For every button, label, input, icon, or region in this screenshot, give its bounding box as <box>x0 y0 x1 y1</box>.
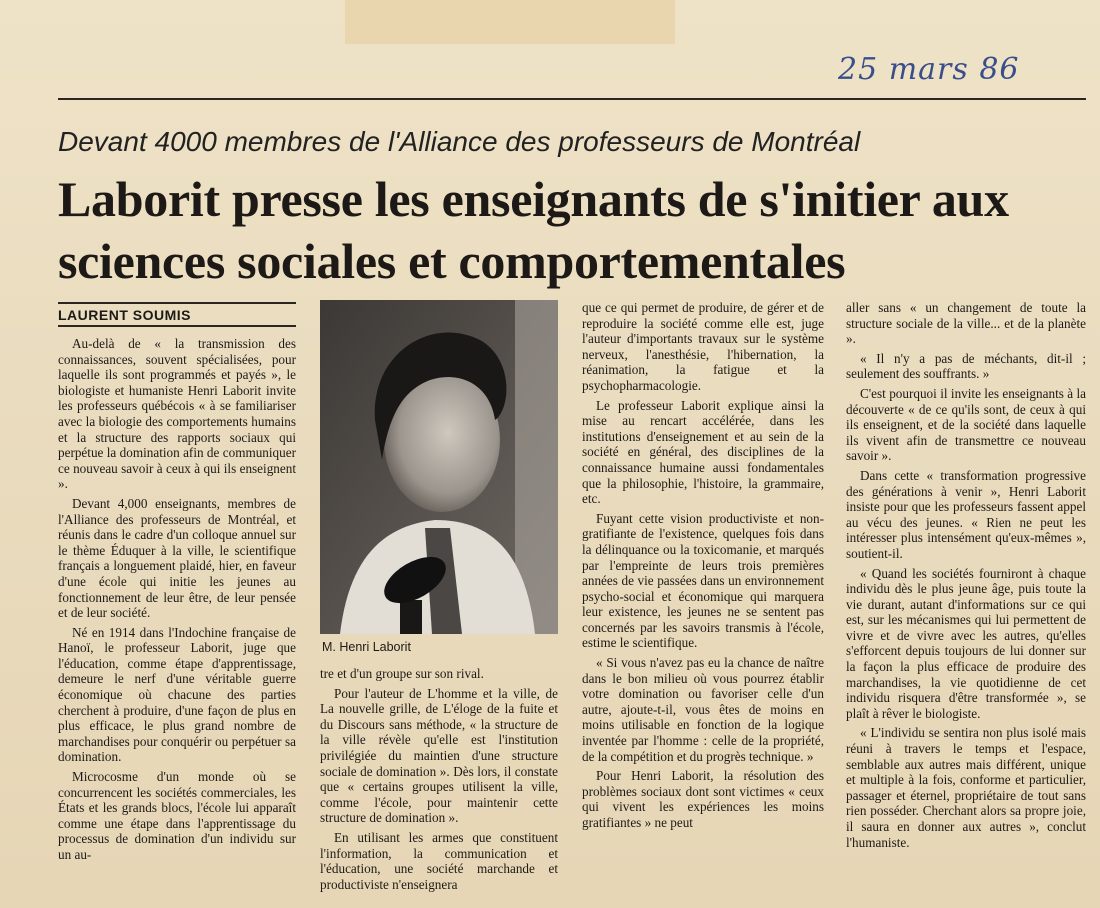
portrait-photo <box>320 300 558 634</box>
column-3 <box>582 300 824 904</box>
paragraph: « Quand les sociétés fourniront à chaque individu dès le plus jeune âge, puis toute la vie durant, autant d'informations sur ce qui est, sur les mécanismes qui lui permettent de vivre et de vivre avec les autres, qu'elles s'efforcent depuis toujours de lui donner sur la façon la plus efficace de produire des marchandises, la vie quotidienne de cet individu risquera d'être transformée », se plaît à rêver le biologiste. <box>846 565 1086 721</box>
byline: LAURENT SOUMIS <box>58 307 191 323</box>
paragraph: aller sans « un changement de toute la structure sociale de la ville... et de la planète ». <box>846 300 1086 347</box>
paragraph: C'est pourquoi il invite les enseignants à la découverte « de ce qu'ils sont, de ceux à qui ils enseignent, et de la société dans laquelle ils vivent afin de transmettre ce nouveau savoir ». <box>846 385 1086 464</box>
paragraph: Au-delà de « la transmission des connaissances, souvent spécialisées, pour laquelle ils sont programmés et payés », le biologiste et humaniste Henri Laborit invite les professeurs québécois « à se familiariser avec la biologie des comportements humains et la structure des rapports sociaux qui perpétue la domination afin de communiquer ce nouveau savoir à ceux à qui ils enseignent ». <box>58 336 296 492</box>
paragraph: Pour l'auteur de L'homme et la ville, de La nouvelle grille, de L'éloge de la fuite et du Discours sans méthode, « la structure de la ville révèle qu'elle est l'institution privilégiée du maintien d'une structure sociale de domination ». Dès lors, il constate que « certains groupes utilisent la ville, comme l'école, pour maintenir cette structure de domination ». <box>320 685 558 826</box>
photo-caption: M. Henri Laborit <box>322 640 411 654</box>
column-1 <box>58 336 296 904</box>
paragraph: « Si vous n'avez pas eu la chance de naître dans le bon milieu où vous pourrez établir votre domination ou favoriser celle d'un autre, ajoute-t-il, vous êtes de moins en moins utilisable en fonction de la logique inventée par l'homme : celle de la propriété, de la compétition et du progrès technique. » <box>582 655 824 764</box>
handwritten-date: 25 mars 86 <box>838 52 1020 87</box>
paragraph: Devant 4,000 enseignants, membres de l'Alliance des professeurs de Montréal, et réunis dans le cadre d'un colloque annuel sur le thème Éduquer à la ville, le scientifique français a longuement plaidé, hier, en faveur d'une école qui initie les jeunes au fonctionnement de leur être, de leur pensée et de leur société. <box>58 495 296 621</box>
paragraph: En utilisant les armes que constituent l'information, la communication et l'éducation, une société marchande et productiviste n'enseignera <box>320 829 558 892</box>
byline-rule-bottom <box>58 325 296 327</box>
paragraph: tre et d'un groupe sur son rival. <box>320 666 484 681</box>
byline-rule-top <box>58 302 296 304</box>
paragraph: que ce qui permet de produire, de gérer et de reproduire la société comme elle est, juge l'auteur d'importants travaux sur le système nerveux, l'anesthésie, l'hibernation, la réanimation, la fatigue et la psychopharmacologie. <box>582 300 824 393</box>
column-2 <box>320 666 558 904</box>
column-4 <box>846 300 1086 904</box>
paragraph: Le professeur Laborit explique ainsi la mise au rencart accélérée, dans les institutions d'enseignement et au sein de la société en général, des disciplines de la connaissance humaine aussi fondamentales que la philosophie, l'histoire, la grammaire, etc. <box>582 397 824 507</box>
paragraph: Dans cette « transformation progressive des générations à venir », Henri Laborit insiste pour que les professeurs fassent appel au vécu des jeunes. « Rien ne peut les intéresser plus intensément qu'eux-mêmes », soutient-il. <box>846 467 1086 561</box>
paragraph: « L'individu se sentira non plus isolé mais réuni à travers le temps et l'espace, semblable aux autres mais différent, unique et multiple à la fois, conforme et particulier, passager et éternel, propriétaire de tout sans rien posséder. Cherchant alors sa propre joie, il saura en donner aux autres », conclut l'humaniste. <box>846 725 1086 850</box>
kicker: Devant 4000 membres de l'Alliance des professeurs de Montréal <box>58 126 861 157</box>
paragraph: Pour Henri Laborit, la résolution des problèmes sociaux dont sont victimes « ceux qui vivent les expériences les moins gratifiantes » ne peut <box>582 768 824 830</box>
tape-strip <box>345 0 675 44</box>
headline: Laborit presse les enseignants de s'initier aux sciences sociales et comportementales <box>58 171 1009 289</box>
paragraph: Fuyant cette vision productiviste et non-gratifiante de l'existence, quelques fois dans la délinquance ou la toxicomanie, et marqués par l'empreinte de leurs trois premières années de vie passées dans un environnement psycho-social et économique qui marquera leur existence, les jeunes ne se sentent pas concernés par les savoirs transmis à l'école, estime le scientifique. <box>582 510 824 651</box>
paragraph: Microcosme d'un monde où se concurrencent les sociétés commerciales, les États et les grands blocs, l'école lui apparaît comme une étape dans l'apprentissage du processus de domination d'un individu sur un au- <box>58 769 296 862</box>
paragraph: Né en 1914 dans l'Indochine française de Hanoï, le professeur Laborit, juge que l'éducation, comme étape d'apprentissage, demeure le nerf d'une véritable guerre économique où chacune des parties cherchent à produire, d'une façon de plus en plus efficace, le plus grand nombre de marchandises pour conquérir ou perpétuer sa domination. <box>58 624 296 765</box>
top-rule <box>58 98 1086 100</box>
paragraph: « Il n'y a pas de méchants, dit-il ; seulement des souffrants. » <box>846 350 1086 382</box>
